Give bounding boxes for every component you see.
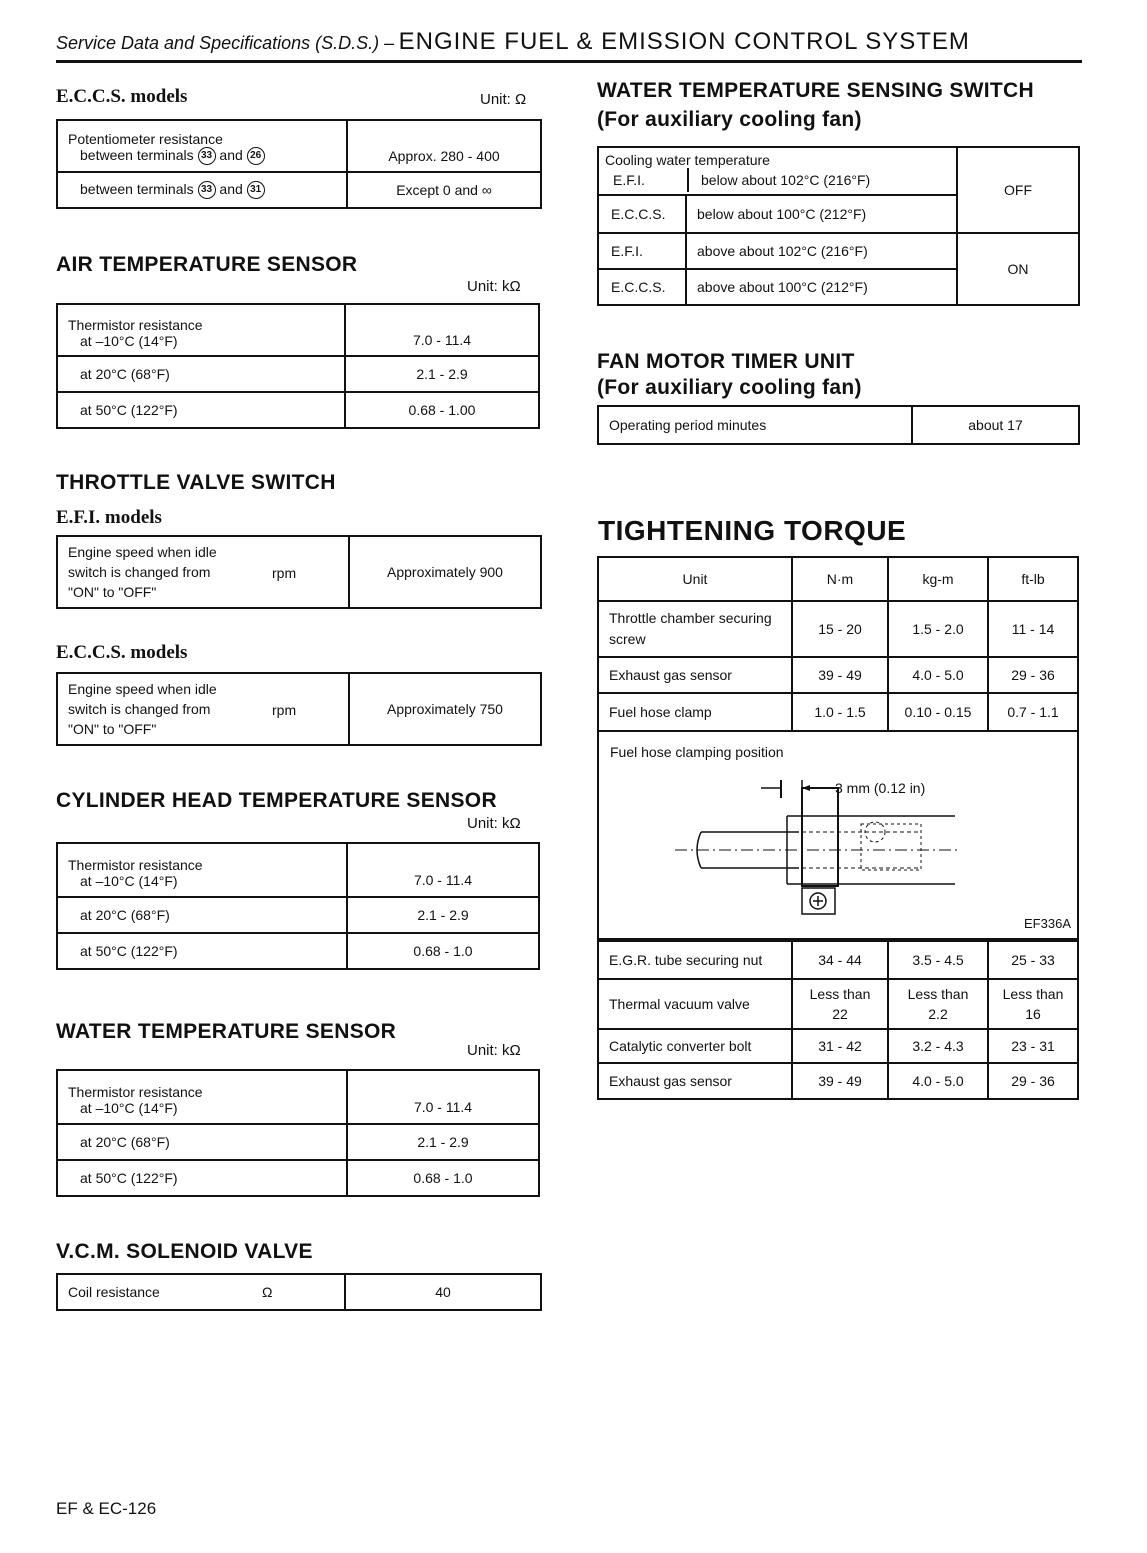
torque-nm-3: 1.0 - 1.5	[792, 693, 888, 731]
torque-header-nm: N·m	[792, 557, 888, 601]
torque-item-6: Catalytic converter bolt	[598, 1029, 792, 1063]
throttle-efi-table	[56, 535, 542, 609]
row1-and: and	[219, 146, 243, 163]
cyl-head-label: Thermistor resistance	[68, 857, 203, 873]
water-temp-value-3: 0.68 - 1.0	[347, 1160, 539, 1196]
torque-title: TIGHTENING TORQUE	[598, 515, 907, 546]
fan-timer-title: FAN MOTOR TIMER UNIT	[597, 350, 855, 373]
torque-ftlb-5: Less than 16	[988, 979, 1078, 1029]
torque-ftlb-7: 29 - 36	[988, 1063, 1078, 1099]
torque-nm-6: 31 - 42	[792, 1029, 888, 1063]
header-italic: Service Data and Specifications (S.D.S.) –	[56, 33, 395, 53]
fan-timer-label: Operating period minutes	[598, 406, 912, 444]
torque-nm-2: 39 - 49	[792, 657, 888, 693]
water-switch-model-4: E.C.C.S.	[598, 269, 686, 305]
torque-header-ftlb: ft-lb	[988, 557, 1078, 601]
air-temp-title: AIR TEMPERATURE SENSOR	[56, 253, 358, 276]
air-temp-value-1: 7.0 - 11.4	[345, 304, 539, 356]
water-switch-cond-1: below about 102°C (216°F)	[701, 172, 871, 188]
clamp-diagram	[599, 728, 1077, 938]
terminal-31-icon: 31	[247, 181, 265, 199]
efi-value: Approximately 900	[349, 536, 541, 608]
eccs-desc-1: Engine speed when idle	[68, 681, 217, 697]
efi-desc-3: "ON" to "OFF"	[68, 584, 157, 600]
torque-item-1: Throttle chamber securing screw	[598, 601, 792, 657]
water-switch-on: ON	[957, 233, 1079, 305]
potentiometer-label: Potentiometer resistance	[68, 130, 223, 147]
water-temp-cond-3: at 50°C (122°F)	[80, 1170, 178, 1186]
torque-ftlb-2: 29 - 36	[988, 657, 1078, 693]
vcm-title: V.C.M. SOLENOID VALVE	[56, 1240, 313, 1263]
torque-item-4: E.G.R. tube securing nut	[598, 941, 792, 979]
throttle-title: THROTTLE VALVE SWITCH	[56, 471, 336, 494]
torque-kgm-1: 1.5 - 2.0	[888, 601, 988, 657]
torque-item-3: Fuel hose clamp	[598, 693, 792, 731]
potentiometer-value-2: Except 0 and ∞	[347, 172, 541, 208]
air-temp-cond-2: at 20°C (68°F)	[80, 366, 170, 382]
cyl-head-cond-2: at 20°C (68°F)	[80, 907, 170, 923]
water-switch-subtitle: (For auxiliary cooling fan)	[597, 108, 862, 131]
vcm-label: Coil resistance	[68, 1284, 160, 1300]
torque-nm-4: 34 - 44	[792, 941, 888, 979]
efi-desc-2: switch is changed from	[68, 564, 211, 580]
torque-item-5: Thermal vacuum valve	[598, 979, 792, 1029]
torque-table-bottom	[597, 940, 1079, 1100]
water-temp-cond-2: at 20°C (68°F)	[80, 1134, 170, 1150]
page-header	[56, 28, 970, 56]
water-temp-label: Thermistor resistance	[68, 1084, 203, 1100]
air-temp-label: Thermistor resistance	[68, 317, 203, 333]
figure-code: EF336A	[1024, 916, 1071, 931]
clamp-dimension: 3 mm (0.12 in)	[835, 780, 926, 796]
water-switch-off: OFF	[957, 147, 1079, 233]
eccs-value: Approximately 750	[349, 673, 541, 745]
torque-kgm-3: 0.10 - 0.15	[888, 693, 988, 731]
water-temp-table	[56, 1069, 540, 1197]
cyl-head-title: CYLINDER HEAD TEMPERATURE SENSOR	[56, 789, 497, 812]
water-switch-model-2: E.C.C.S.	[598, 195, 686, 233]
water-temp-unit: Unit: kΩ	[467, 1042, 521, 1059]
torque-header-kgm: kg-m	[888, 557, 988, 601]
water-switch-model-3: E.F.I.	[598, 233, 686, 269]
water-switch-cond-4: above about 100°C (212°F)	[686, 269, 957, 305]
water-switch-cond-2: below about 100°C (212°F)	[686, 195, 957, 233]
row2-and: and	[219, 180, 243, 197]
water-temp-title: WATER TEMPERATURE SENSOR	[56, 1020, 397, 1043]
cyl-head-cond-3: at 50°C (122°F)	[80, 943, 178, 959]
eccs-desc-2: switch is changed from	[68, 701, 211, 717]
eccs-unit-rpm: rpm	[272, 702, 297, 718]
torque-kgm-6: 3.2 - 4.3	[888, 1029, 988, 1063]
eccs-models-label-2: E.C.C.S. models	[56, 642, 188, 663]
cyl-head-value-3: 0.68 - 1.0	[347, 933, 539, 969]
torque-kgm-2: 4.0 - 5.0	[888, 657, 988, 693]
torque-ftlb-3: 0.7 - 1.1	[988, 693, 1078, 731]
torque-nm-1: 15 - 20	[792, 601, 888, 657]
torque-kgm-5: Less than 2.2	[888, 979, 988, 1029]
cyl-head-unit: Unit: kΩ	[467, 815, 521, 832]
water-switch-header: Cooling water temperature	[605, 152, 770, 168]
cyl-head-value-2: 2.1 - 2.9	[347, 897, 539, 933]
terminal-33-icon: 33	[198, 147, 216, 165]
vcm-unit: Ω	[262, 1284, 273, 1300]
cyl-head-table	[56, 842, 540, 970]
terminal-33-icon: 33	[198, 181, 216, 199]
eccs-models-label: E.C.C.S. models	[56, 86, 188, 107]
torque-item-7: Exhaust gas sensor	[598, 1063, 792, 1099]
water-temp-value-1: 7.0 - 11.4	[347, 1070, 539, 1124]
eccs-desc-3: "ON" to "OFF"	[68, 721, 157, 737]
row1-sub: between terminals	[80, 146, 194, 163]
row2-sub: between terminals	[80, 180, 194, 197]
page-number: EF & EC-126	[56, 1499, 157, 1518]
cyl-head-cond-1: at –10°C (14°F)	[80, 873, 178, 889]
air-temp-value-2: 2.1 - 2.9	[345, 356, 539, 392]
air-temp-table	[56, 303, 540, 429]
vcm-value: 40	[345, 1274, 541, 1310]
torque-nm-7: 39 - 49	[792, 1063, 888, 1099]
potentiometer-table	[56, 119, 542, 209]
throttle-eccs-table	[56, 672, 542, 746]
potentiometer-value-1: Approx. 280 - 400	[347, 120, 541, 172]
torque-kgm-7: 4.0 - 5.0	[888, 1063, 988, 1099]
torque-header-unit: Unit	[598, 557, 792, 601]
torque-ftlb-1: 11 - 14	[988, 601, 1078, 657]
header-rule	[56, 60, 1082, 63]
water-switch-title: WATER TEMPERATURE SENSING SWITCH	[597, 79, 1034, 102]
clamp-figure-box	[597, 728, 1079, 940]
water-temp-cond-1: at –10°C (14°F)	[80, 1100, 178, 1116]
water-temp-value-2: 2.1 - 2.9	[347, 1124, 539, 1160]
water-switch-model-1: E.F.I.	[599, 168, 689, 192]
air-temp-unit: Unit: kΩ	[467, 278, 521, 295]
fan-timer-value: about 17	[912, 406, 1079, 444]
torque-item-2: Exhaust gas sensor	[598, 657, 792, 693]
eccs-unit: Unit: Ω	[480, 91, 527, 108]
torque-table-top	[597, 556, 1079, 732]
clamp-label: Fuel hose clamping position	[610, 744, 784, 760]
torque-ftlb-4: 25 - 33	[988, 941, 1078, 979]
torque-nm-5: Less than 22	[792, 979, 888, 1029]
torque-ftlb-6: 23 - 31	[988, 1029, 1078, 1063]
air-temp-cond-1: at –10°C (14°F)	[80, 333, 178, 349]
torque-kgm-4: 3.5 - 4.5	[888, 941, 988, 979]
efi-unit: rpm	[272, 565, 297, 581]
vcm-table	[56, 1273, 542, 1311]
efi-desc-1: Engine speed when idle	[68, 544, 217, 560]
terminal-26-icon: 26	[247, 147, 265, 165]
water-switch-table	[597, 146, 1080, 306]
header-title: ENGINE FUEL & EMISSION CONTROL SYSTEM	[398, 28, 970, 55]
fan-timer-table	[597, 405, 1080, 445]
efi-models-label: E.F.I. models	[56, 507, 162, 528]
cyl-head-value-1: 7.0 - 11.4	[347, 843, 539, 897]
air-temp-value-3: 0.68 - 1.00	[345, 392, 539, 428]
air-temp-cond-3: at 50°C (122°F)	[80, 402, 178, 418]
water-switch-cond-3: above about 102°C (216°F)	[686, 233, 957, 269]
fan-timer-subtitle: (For auxiliary cooling fan)	[597, 376, 862, 399]
